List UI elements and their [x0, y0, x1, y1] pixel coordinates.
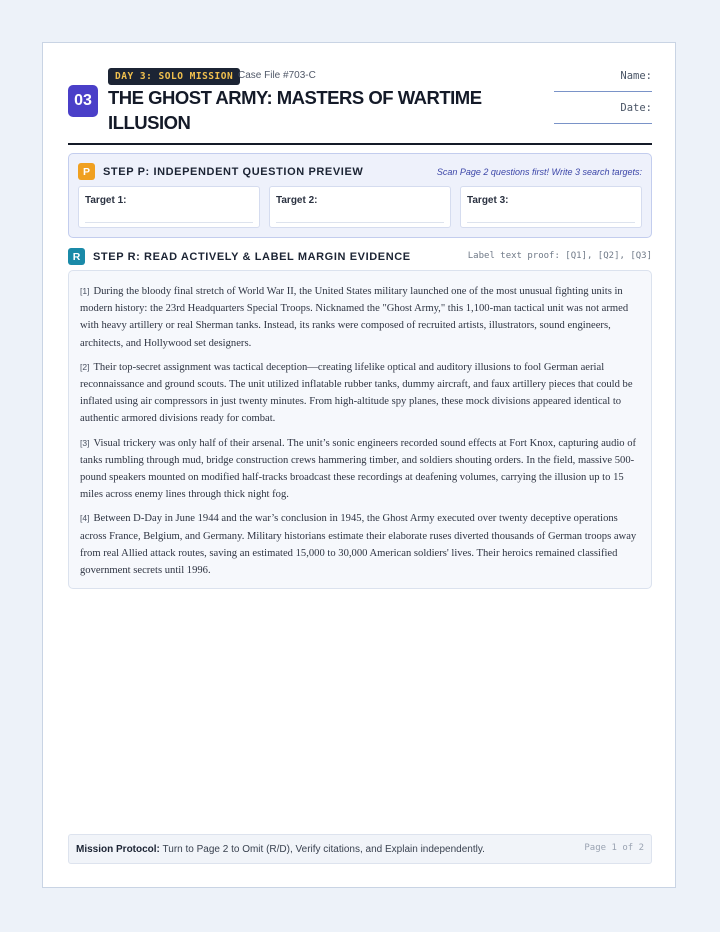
- step-p-letter-badge: P: [78, 163, 95, 180]
- day-number-badge: 03: [68, 85, 98, 117]
- header-divider: [68, 143, 652, 145]
- step-r-instructions: Label text proof: [Q1], [Q2], [Q3]: [467, 251, 652, 261]
- paragraph-1: [80, 283, 640, 352]
- step-p-panel: [68, 153, 652, 238]
- step-p-instructions: Scan Page 2 questions first! Write 3 search targets:: [436, 167, 642, 177]
- paragraph-number: [3]: [80, 437, 90, 448]
- paragraph-3: [80, 435, 640, 504]
- paragraph-text: Between D-Day in June 1944 and the war’s conclusion in 1945, the Ghost Army executed over twenty deceptive operations across France, Belgium, and Germany. Military historians estimate their elaborate ruses diverted thousands of German troops away from real Allied attack routes, saving an estimated 15,000 to 30,000 American soldiers' lives. Their heroics remained classified government secrets until 1996.: [80, 513, 637, 577]
- worksheet-header: [68, 68, 652, 145]
- paragraph-text: Visual trickery was only half of their arsenal. The unit’s sonic engineers recorded sound effects at Fort Knox, capturing audio of tanks rumbling through mud, bridge construction crews hammering timber, and soldiers shouting orders. In the field, massive 500-pound speakers mounted on modified half-tracks broadcast these recordings at deafening volumes, carrying the illusion up to 15 miles across enemy lines through thick night fog.: [80, 437, 637, 501]
- step-r-header: [68, 247, 652, 267]
- paragraph-text: During the bloody final stretch of World War II, the United States military launched one of the most unusual fighting units in modern history: the 23rd Headquarters Special Troops. Nicknamed the "Ghost Army," this 1,100-man tactical unit was not armed with heavy artillery or real Sherman tanks. Instead, its ranks were composed of recruited artists, illustrators, sound engineers, architects, and Hollywood set designers.: [80, 286, 629, 349]
- day-badge: DAY 3: SOLO MISSION: [108, 68, 240, 85]
- step-p-title: STEP P: INDEPENDENT QUESTION PREVIEW: [103, 166, 364, 178]
- mission-protocol: [76, 844, 485, 855]
- paragraph-number: [2]: [80, 361, 90, 372]
- mission-protocol-text: Turn to Page 2 to Omit (R/D), Verify citations, and Explain independently.: [162, 844, 485, 855]
- name-field[interactable]: Name:: [554, 70, 652, 92]
- reading-passage: [68, 270, 652, 589]
- target-2-box[interactable]: [269, 186, 451, 228]
- target-1-box[interactable]: [78, 186, 260, 228]
- date-field[interactable]: Date:: [554, 102, 652, 124]
- paragraph-2: [80, 359, 640, 428]
- mission-protocol-label: Mission Protocol:: [76, 844, 160, 855]
- page-title: THE GHOST ARMY: MASTERS OF WARTIME ILLUSION: [108, 87, 482, 133]
- paragraph-number: [4]: [80, 513, 90, 524]
- target-3-write-line: [467, 222, 635, 223]
- step-r-title: STEP R: READ ACTIVELY & LABEL MARGIN EVIDENCE: [93, 251, 411, 263]
- target-1-label: Target 1:: [85, 195, 127, 206]
- paragraph-4: [80, 510, 640, 579]
- paragraph-number: [1]: [80, 286, 90, 296]
- target-3-box[interactable]: [460, 186, 642, 228]
- page-number: Page 1 of 2: [584, 843, 644, 853]
- step-r-letter-badge: R: [68, 248, 85, 265]
- target-2-label: Target 2:: [276, 195, 318, 206]
- mission-protocol-footer: [68, 834, 652, 864]
- worksheet-page: [42, 42, 676, 888]
- target-3-label: Target 3:: [467, 195, 509, 206]
- target-2-write-line: [276, 222, 444, 223]
- target-1-write-line: [85, 222, 253, 223]
- case-file-number: Case File #703-C: [238, 70, 316, 81]
- paragraph-text: Their top-secret assignment was tactical deception—creating lifelike optical and auditory illusions to fool German aerial reconnaissance and ground scouts. The unit utilized inflatable rubber tanks, dummy aircraft, and faux artillery pieces that could be inflated using air compressors in just twenty minutes. From high-altitude spy planes, these mock divisions appeared identical to authentic armored divisions ready for combat.: [80, 361, 633, 425]
